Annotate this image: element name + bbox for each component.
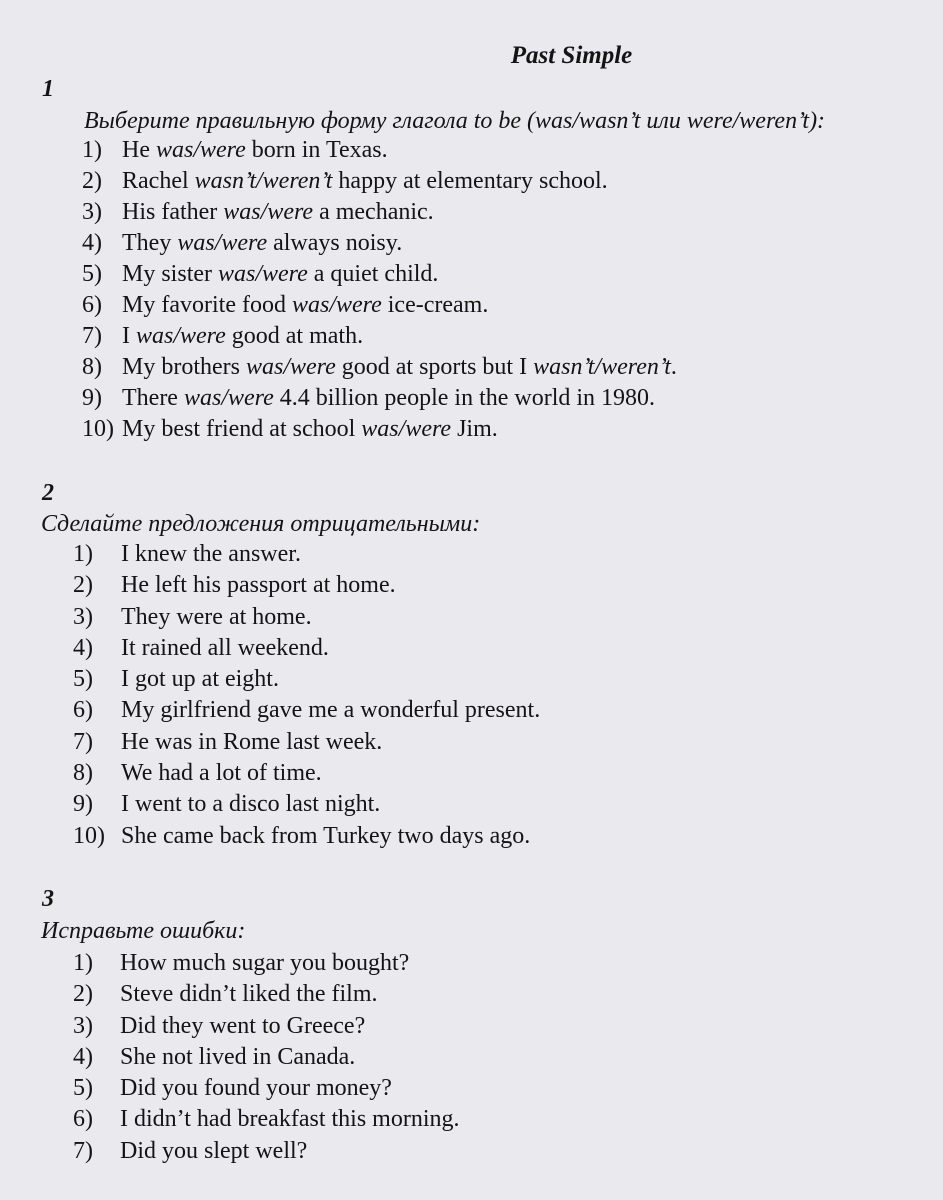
exercise-number: 9) (73, 791, 93, 818)
exercise-item (73, 950, 460, 981)
exercise-number: 1) (73, 950, 93, 976)
exercise-number: 4) (73, 634, 93, 661)
sentence-text: My best friend at school (122, 416, 362, 442)
exercise-number: 4) (82, 230, 102, 256)
exercise-sentence (122, 354, 677, 381)
exercise-sentence (121, 697, 540, 724)
exercise-item (82, 261, 677, 292)
page-title: Past Simple (510, 42, 633, 69)
exercise-item (82, 199, 677, 230)
sentence-text: My girlfriend gave me a wonderful present. (121, 697, 541, 724)
section-3-exercise-list (73, 950, 460, 1169)
sentence-text: How much sugar you bought? (120, 950, 410, 976)
exercise-number: 3) (73, 603, 93, 630)
sentence-text: I got up at eight. (121, 666, 279, 693)
sentence-text: She came back from Turkey two days ago. (121, 822, 531, 849)
exercise-item (82, 416, 677, 447)
verb-choice: was/were (136, 323, 226, 349)
verb-choice: wasn’t/weren’t (533, 354, 671, 380)
exercise-sentence (121, 604, 312, 631)
verb-choice: was/were (177, 230, 268, 256)
exercise-number: 3) (82, 199, 102, 225)
exercise-number: 2) (73, 572, 93, 599)
exercise-item (73, 635, 540, 666)
sentence-text: It rained all weekend. (121, 634, 329, 661)
exercise-number: 4) (73, 1043, 93, 1070)
exercise-item (73, 1075, 460, 1106)
sentence-text: I went to a disco last night. (121, 791, 381, 818)
exercise-item (73, 572, 540, 603)
exercise-number: 5) (73, 666, 93, 693)
exercise-number: 7) (82, 323, 102, 349)
exercise-sentence (120, 950, 409, 977)
exercise-item (82, 354, 677, 385)
exercise-number: 1) (73, 541, 93, 567)
exercise-item (82, 168, 677, 199)
exercise-item (73, 697, 540, 728)
section-3-number: 3 (42, 886, 54, 912)
sentence-text: Did you found your money? (120, 1075, 392, 1102)
section-1-instruction: Выберите правильную форму глагола to be (was/wasn’t или were/weren’t): (84, 108, 826, 134)
sentence-text: . (670, 354, 677, 380)
exercise-number: 5) (82, 261, 102, 287)
exercise-sentence (120, 1106, 460, 1133)
exercise-item (73, 541, 540, 572)
exercise-sentence (122, 416, 498, 443)
exercise-sentence (122, 168, 608, 195)
exercise-item (73, 981, 460, 1012)
sentence-text: He was in Rome last week. (121, 728, 383, 755)
section-2-instruction: Сделайте предложения отрицательными: (41, 511, 481, 537)
exercise-sentence (121, 635, 329, 662)
exercise-sentence (121, 823, 530, 850)
exercise-sentence (120, 1013, 365, 1040)
exercise-number: 7) (73, 728, 93, 755)
exercise-sentence (122, 323, 363, 350)
sentence-text: Jim. (451, 416, 498, 442)
sentence-text: I (122, 323, 136, 349)
exercise-sentence (120, 1044, 355, 1071)
exercise-sentence (120, 1138, 307, 1165)
exercise-sentence (121, 666, 279, 693)
exercise-sentence (122, 199, 434, 226)
exercise-item (73, 791, 540, 822)
exercise-item (73, 1138, 460, 1169)
section-1-number: 1 (42, 76, 54, 102)
sentence-text: My brothers (122, 354, 246, 380)
exercise-sentence (122, 261, 438, 288)
verb-choice: was/were (155, 137, 246, 163)
exercise-sentence (121, 760, 322, 787)
sentence-text: a quiet child. (307, 261, 439, 287)
verb-choice: was/were (361, 416, 452, 442)
exercise-number: 10) (82, 416, 114, 442)
verb-choice: was/were (223, 199, 314, 225)
exercise-number: 1) (82, 137, 102, 163)
exercise-sentence (121, 729, 382, 756)
sentence-text: They (122, 230, 178, 256)
exercise-number: 2) (73, 981, 93, 1008)
sentence-text: 4.4 billion people in the world in 1980. (273, 385, 656, 411)
sentence-text: They were at home. (121, 603, 312, 630)
verb-choice: wasn’t/weren’t (194, 168, 333, 194)
exercise-sentence (120, 1075, 392, 1102)
exercise-item (73, 760, 540, 791)
exercise-sentence (122, 230, 402, 257)
sentence-text: a mechanic. (313, 199, 434, 225)
sentence-text: We had a lot of time. (121, 760, 322, 787)
sentence-text: She not lived in Canada. (120, 1043, 356, 1070)
exercise-number: 5) (73, 1075, 93, 1102)
sentence-text: My favorite food (122, 292, 292, 318)
exercise-number: 9) (82, 385, 102, 411)
exercise-sentence (120, 981, 378, 1008)
section-2-number: 2 (42, 480, 54, 506)
sentence-text: always noisy. (267, 230, 403, 256)
exercise-item (73, 1013, 460, 1044)
exercise-number: 2) (82, 168, 102, 194)
exercise-sentence (121, 791, 380, 818)
sentence-text: good at sports but I (335, 354, 534, 380)
exercise-number: 6) (82, 292, 102, 318)
sentence-text: Steve didn’t liked the film. (120, 981, 378, 1008)
sentence-text: Rachel (122, 168, 195, 194)
exercise-item (82, 323, 677, 354)
sentence-text: He left his passport at home. (121, 572, 396, 599)
exercise-item (82, 230, 677, 261)
verb-choice: was/were (245, 354, 336, 380)
exercise-sentence (122, 137, 388, 164)
exercise-item (73, 666, 540, 697)
sentence-text: Did you slept well? (120, 1137, 308, 1164)
exercise-item (82, 292, 677, 323)
sentence-text: Did they went to Greece? (120, 1012, 366, 1039)
exercise-item (82, 137, 677, 168)
exercise-sentence (122, 292, 488, 319)
exercise-number: 3) (73, 1012, 93, 1039)
exercise-sentence (121, 572, 396, 599)
sentence-text: His father (122, 199, 224, 225)
exercise-number: 6) (73, 697, 93, 724)
sentence-text: ice-cream. (381, 292, 489, 318)
exercise-number: 10) (73, 822, 105, 849)
exercise-number: 8) (73, 760, 93, 787)
exercise-number: 6) (73, 1106, 93, 1133)
exercise-item (82, 385, 677, 416)
exercise-sentence (121, 541, 301, 568)
exercise-sentence (122, 385, 655, 412)
verb-choice: was/were (183, 385, 274, 411)
sentence-text: My sister (122, 261, 218, 287)
sentence-text: There (122, 385, 184, 411)
section-2-exercise-list (73, 541, 540, 854)
exercise-item (73, 604, 540, 635)
exercise-item (73, 729, 540, 760)
sentence-text: good at math. (225, 323, 364, 349)
exercise-number: 8) (82, 354, 102, 380)
exercise-number: 7) (73, 1137, 93, 1164)
sentence-text: I didn’t had breakfast this morning. (120, 1106, 460, 1133)
exercise-item (73, 1044, 460, 1075)
sentence-text: born in Texas. (245, 137, 388, 163)
exercise-item (73, 823, 540, 854)
verb-choice: was/were (291, 292, 382, 318)
sentence-text: He (122, 137, 156, 163)
sentence-text: I knew the answer. (121, 541, 301, 567)
section-1-exercise-list (82, 137, 677, 447)
exercise-item (73, 1106, 460, 1137)
section-3-instruction: Исправьте ошибки: (41, 918, 246, 944)
verb-choice: was/were (218, 261, 308, 287)
sentence-text: happy at elementary school. (332, 168, 608, 194)
